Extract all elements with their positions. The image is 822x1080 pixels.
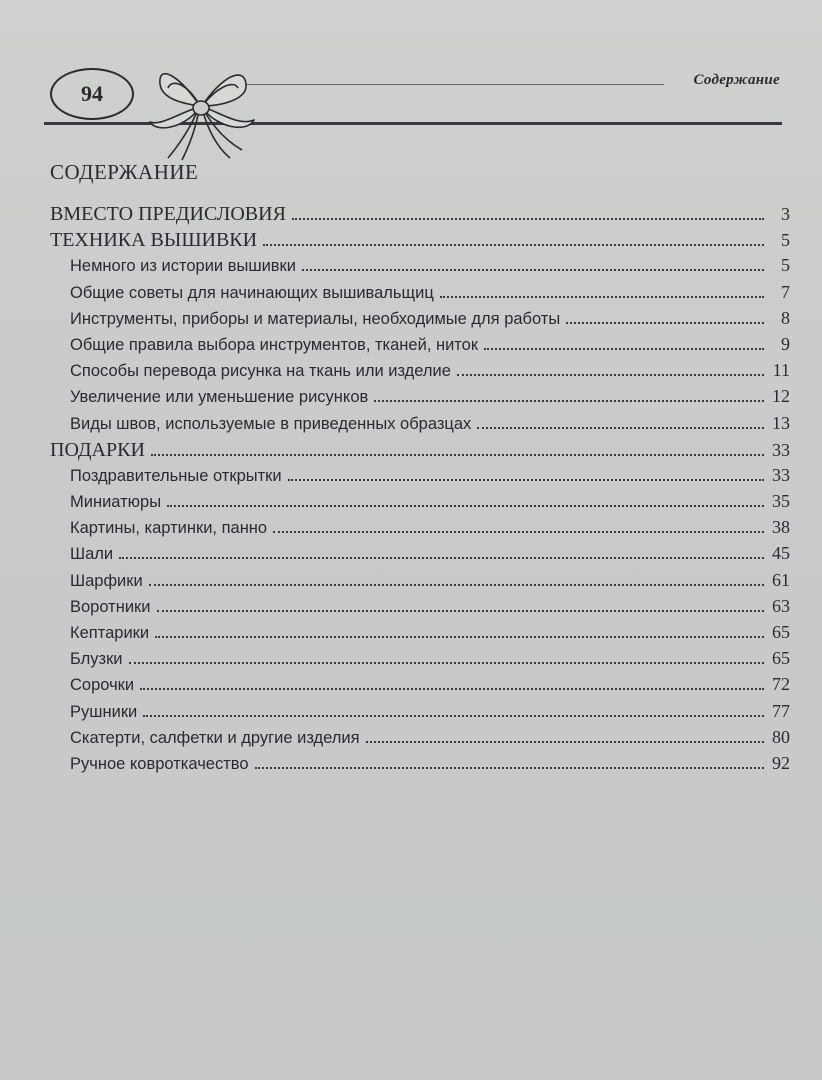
toc-entry [50,570,790,596]
toc-entry [50,701,790,727]
toc-entry-page: 9 [781,333,790,354]
toc-entry-page: 65 [772,622,790,642]
ribbon-bow-icon [138,54,268,164]
toc-entry [50,334,790,360]
toc-leader-dots [155,636,764,638]
toc-leader-dots [273,531,764,533]
toc-entry-label: Скатерти, салфетки и другие изделия [70,728,360,747]
toc-entry-page: 7 [781,281,790,302]
toc-entry [50,491,790,517]
toc-entry-label: Картины, картинки, панно [70,519,268,538]
toc-entry-label: Кептарики [70,624,150,642]
toc-leader-dots [366,741,764,743]
toc-entry [50,308,790,334]
toc-entry [50,753,790,779]
toc-entry-page: 3 [781,204,790,224]
toc-entry [50,465,790,491]
running-head: Содержание [693,72,780,88]
toc-entry-page: 61 [772,569,790,590]
header-thin-rule [244,84,664,85]
toc-entry-page: 65 [772,648,790,669]
toc-entry-label: Немного из истории вышивки [70,257,296,276]
toc-leader-dots [263,244,764,246]
toc-entry-page: 80 [772,726,790,747]
toc-entry-label: Ручное ковроткачество [70,754,249,773]
toc-leader-dots [167,505,764,507]
toc-entry [50,596,790,622]
toc-entry [50,360,790,386]
toc-leader-dots [302,269,764,271]
table-of-contents [50,203,790,779]
toc-entry-page: 35 [772,491,790,512]
toc-entry-page: 45 [772,543,790,564]
toc-entry-label: Способы перевода рисунка на ткань или изделие [70,362,451,381]
toc-entry [50,622,790,648]
toc-leader-dots [292,218,764,220]
page-number: 94 [50,68,134,120]
toc-entry-page: 5 [781,255,790,276]
toc-entry-page: 8 [781,307,790,328]
toc-entry-label: Общие правила выбора инструментов, тканей, ниток [70,335,479,354]
toc-entry-label: ТЕХНИКА ВЫШИВКИ [50,229,258,252]
toc-entry-page: 38 [772,517,790,538]
toc-entry-label: Шали [70,545,114,564]
toc-leader-dots [119,557,764,559]
toc-entry-label: ВМЕСТО ПРЕДИСЛОВИЯ [50,203,286,225]
toc-entry-page: 92 [772,752,790,773]
toc-entry [50,203,790,229]
toc-entry [50,439,790,465]
toc-title: СОДЕРЖАНИЕ [50,160,199,184]
toc-entry [50,648,790,674]
toc-leader-dots [484,348,764,350]
toc-entry-label: ПОДАРКИ [50,438,145,461]
toc-entry [50,282,790,308]
toc-entry-label: Общие советы для начинающих вышивальщиц [70,283,434,302]
toc-leader-dots [457,374,764,376]
toc-entry-page: 33 [772,464,790,485]
toc-entry [50,727,790,753]
toc-entry-page: 63 [772,595,790,616]
toc-entry [50,229,790,255]
toc-entry-label: Поздравительные открытки [70,466,282,485]
toc-entry-page: 13 [772,412,790,433]
toc-leader-dots [566,322,764,324]
toc-leader-dots [440,296,764,298]
toc-entry-label: Воротники [70,597,151,616]
toc-entry-label: Инструменты, приборы и материалы, необходимые для работы [70,309,561,328]
toc-entry [50,386,790,412]
toc-entry-page: 33 [772,439,790,460]
toc-entry-page: 5 [781,230,790,251]
toc-entry-page: 72 [772,674,790,695]
toc-leader-dots [255,767,764,769]
toc-leader-dots [157,610,765,612]
toc-entry [50,413,790,439]
toc-entry-label: Шарфики [70,571,143,590]
toc-leader-dots [140,688,764,690]
toc-leader-dots [374,400,764,402]
toc-entry [50,543,790,569]
toc-entry-label: Увеличение или уменьшение рисунков [70,388,369,407]
toc-entry-label: Миниатюры [70,493,162,512]
toc-leader-dots [143,715,764,717]
toc-leader-dots [129,662,764,664]
toc-entry [50,674,790,700]
toc-entry-page: 12 [772,386,790,407]
page-header [44,60,784,170]
toc-leader-dots [288,479,764,481]
toc-leader-dots [151,454,764,456]
toc-entry-page: 11 [772,360,790,381]
toc-leader-dots [477,427,764,429]
toc-entry [50,517,790,543]
toc-entry-label: Рушники [70,702,138,721]
toc-entry [50,255,790,281]
toc-entry-page: 77 [772,700,790,721]
toc-leader-dots [149,584,764,586]
toc-entry-label: Сорочки [70,676,135,695]
toc-entry-label: Виды швов, используемые в приведенных образцах [70,414,472,433]
toc-entry-label: Блузки [70,650,123,669]
